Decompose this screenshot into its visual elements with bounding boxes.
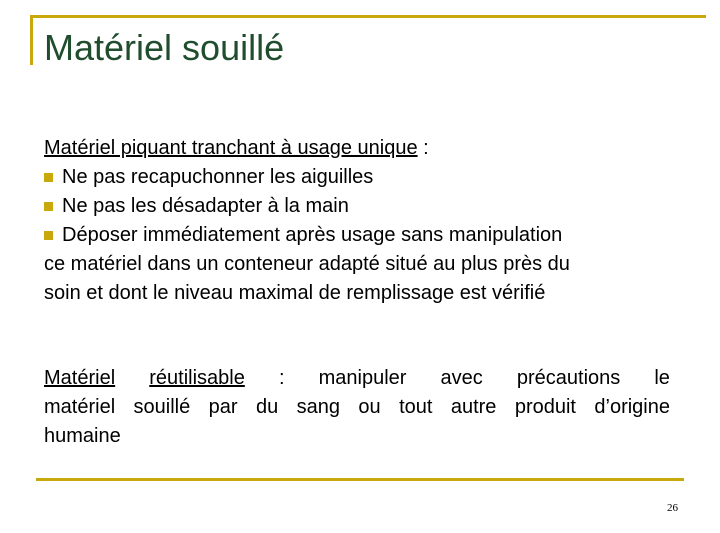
section-single-use-heading-line xyxy=(44,134,672,163)
footer-rule xyxy=(36,478,684,481)
word: tout xyxy=(399,396,433,418)
word: ou xyxy=(358,396,381,418)
word: avec xyxy=(440,367,483,389)
bullet-square-icon xyxy=(44,202,53,211)
section-reusable-line-1 xyxy=(44,364,670,393)
bullet-item xyxy=(44,221,672,250)
word: souillé xyxy=(133,396,191,418)
section-reusable xyxy=(44,364,670,451)
title-frame-left-rule xyxy=(30,15,33,65)
bullet-item xyxy=(44,163,672,192)
bullet-square-icon xyxy=(44,173,53,182)
word: par xyxy=(208,396,238,418)
word: précautions xyxy=(516,367,621,389)
title-frame-top-rule xyxy=(30,15,706,18)
section-reusable-line-2 xyxy=(44,393,670,422)
word: autre xyxy=(450,396,497,418)
page-number: 26 xyxy=(667,502,678,514)
word: du xyxy=(255,396,279,418)
continuation-line: soin et dont le niveau maximal de remplissage est vérifié xyxy=(44,282,546,304)
word: manipuler xyxy=(318,367,407,389)
bullet-square-icon xyxy=(44,231,53,240)
section-reusable-line-3: humaine xyxy=(44,425,121,447)
heading-colon: : xyxy=(417,137,429,159)
bullet-text: Ne pas les désadapter à la main xyxy=(62,195,349,217)
word: d’origine xyxy=(594,396,670,418)
section-reusable-heading-word: Matériel xyxy=(44,367,116,389)
word: matériel xyxy=(44,396,116,418)
continuation-line: ce matériel dans un conteneur adapté situé au plus près du xyxy=(44,253,570,275)
word: produit xyxy=(514,396,576,418)
bullet-text: Déposer immédiatement après usage sans manipulation xyxy=(62,224,563,246)
bullet-text: Ne pas recapuchonner les aiguilles xyxy=(62,166,374,188)
slide-title: Matériel souillé xyxy=(44,27,285,68)
bullet-item xyxy=(44,192,672,221)
word: le xyxy=(654,367,670,389)
word: sang xyxy=(296,396,340,418)
section-reusable-heading-word: réutilisable xyxy=(149,367,245,389)
section-single-use-heading: Matériel piquant tranchant à usage unique xyxy=(44,137,418,159)
section-single-use xyxy=(44,134,672,308)
word: : xyxy=(278,367,285,389)
